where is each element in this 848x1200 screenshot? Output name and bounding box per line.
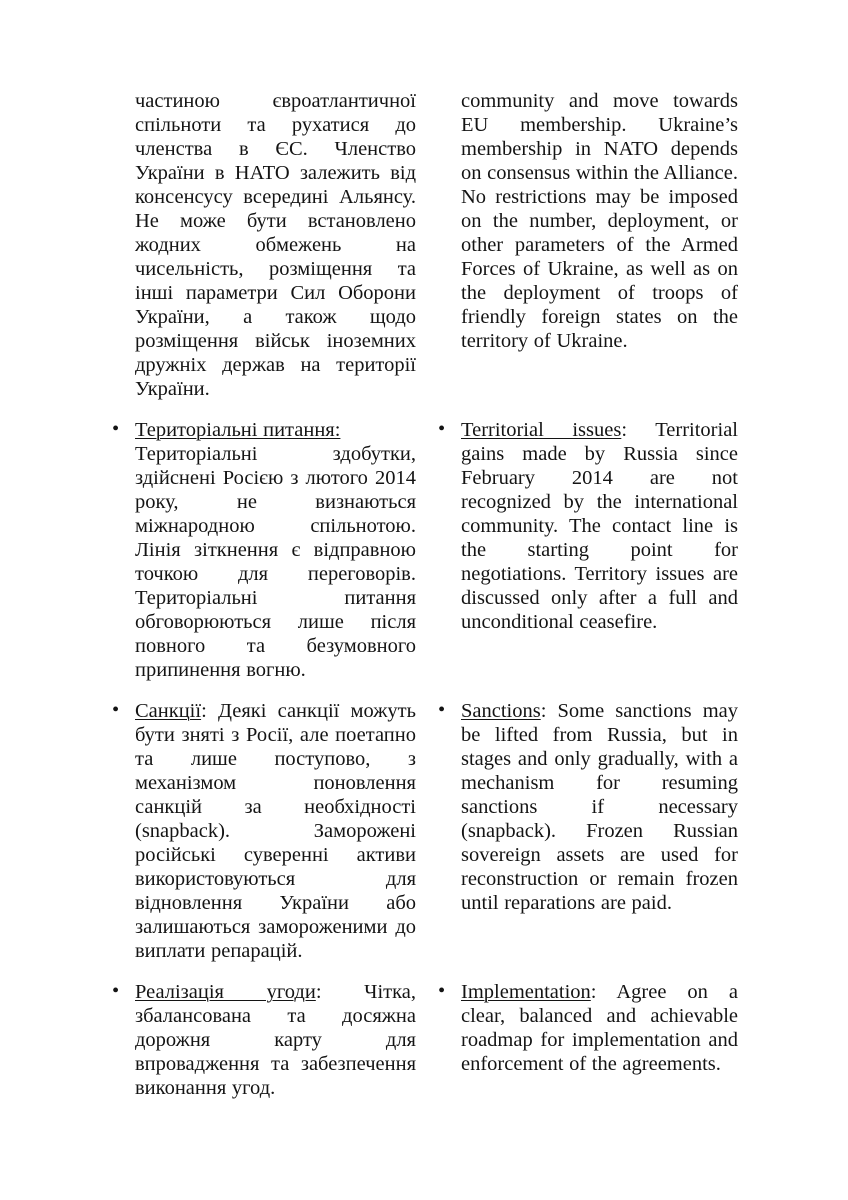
item-separator: : <box>315 981 365 1003</box>
bullet-icon: • <box>438 980 446 1002</box>
item-body-en: Territorial gains made by Russia since February 2014 are not recognized by the international community. The contact line is the starting point for negotiations. Territory issues are discussed only after a full and unconditional ceasefire. <box>461 419 739 633</box>
item-body-uk: частиною євроатлантичної спільноти та рухатися до членства в ЄС. Членство України в НАТО залежить від консенсусу всередині Альянсу. Не може бути встановлено жодних обмежень на чисельність, розміщення та інші параметри Сил Оборони України, а також щодо розміщення військ іноземних дружніх держав на території України. <box>135 90 416 400</box>
content-row-membership <box>0 89 848 401</box>
column-ukrainian <box>112 418 416 682</box>
content-row-sanctions <box>0 699 848 963</box>
list-item-en-sanctions <box>438 699 738 915</box>
list-item-uk-implementation <box>112 980 416 1100</box>
column-ukrainian <box>112 699 416 963</box>
column-english <box>438 699 738 915</box>
item-heading-en: Territorial issues <box>461 419 622 441</box>
item-separator: : <box>621 419 656 441</box>
item-body-en: community and move towards EU membership. Ukraine’s membership in NATO depends on consensus within the Alliance. No restrictions may be imposed on the number, deployment, or other parameters of the Armed Forces of Ukraine, as well as on the deployment of troops of friendly foreign states on the territory of Ukraine. <box>461 90 738 352</box>
item-body-uk: Територіальні здобутки, здійснені Росією з лютого 2014 року, не визнаються міжнародною спільнотою. Лінія зіткнення є відправною точкою для переговорів. Територіальні питання обговорюються лише після повного та безумовного припинення вогню. <box>135 443 416 681</box>
item-body-en: Agree on a clear, balanced and achievable roadmap for implementation and enforcement of the agreements. <box>461 981 738 1075</box>
column-english <box>438 980 738 1076</box>
item-body-en: Some sanctions may be lifted from Russia, but in stages and only gradually, with a mechanism for resuming sanctions if necessary (snapback). Frozen Russian sovereign assets are used for reconstruction or remain frozen until reparations are paid. <box>461 700 738 914</box>
bullet-icon: • <box>438 418 446 440</box>
column-english <box>461 89 738 353</box>
content-row-implementation <box>0 980 848 1100</box>
item-heading-uk: Реалізація угоди <box>135 981 316 1003</box>
bullet-icon: • <box>112 699 120 721</box>
list-item-uk-territorial <box>112 418 416 682</box>
bullet-icon: • <box>112 418 120 440</box>
bullet-icon: • <box>438 699 446 721</box>
item-separator: : <box>201 700 218 722</box>
column-ukrainian <box>135 89 416 401</box>
column-english <box>438 418 739 634</box>
bullet-icon: • <box>112 980 120 1002</box>
item-separator: : <box>540 700 558 722</box>
item-body-uk: Деякі санкції можуть бути зняті з Росії, але поетапно та лише поступово, з механізмом поновлення санкцій за необхідності (snapback). Заморожені російські суверенні активи використовуються для відновлення України або залишаються замороженими до виплати репарацій. <box>135 700 416 962</box>
content-row-territorial <box>0 418 848 682</box>
item-heading-en: Implementation <box>461 981 591 1003</box>
paragraph-en-membership <box>461 89 738 353</box>
list-item-uk-sanctions <box>112 699 416 963</box>
paragraph-uk-membership <box>135 89 416 401</box>
item-heading-uk: Санкції <box>135 700 202 722</box>
list-item-en-implementation <box>438 980 738 1076</box>
item-heading-en: Sanctions <box>461 700 541 722</box>
item-body-uk: Чітка, збалансована та досяжна дорожня карту для впровадження та забезпечення виконання угод. <box>135 981 416 1099</box>
item-separator: : <box>590 981 617 1003</box>
list-item-en-territorial <box>438 418 739 634</box>
column-ukrainian <box>112 980 416 1100</box>
item-heading-uk: Територіальні питання: <box>135 419 341 441</box>
